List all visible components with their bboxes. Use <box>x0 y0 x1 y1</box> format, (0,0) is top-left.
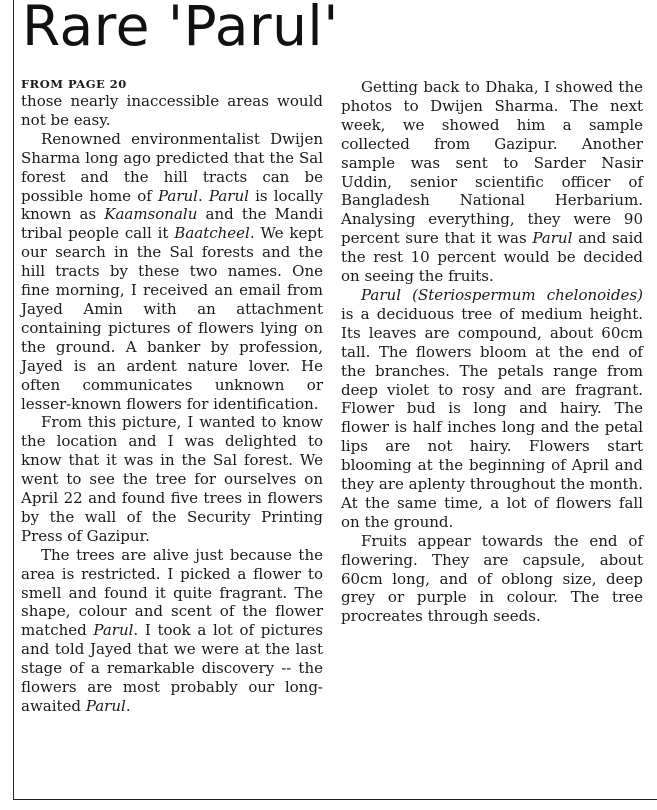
paragraph-description: Parul (Steriospermum chelonoides) is a deciduous tree of medium height. Its leaves are compound, about 60cm tall. The flowers bloom at the end of the branches. The petals range from deep violet to rosy and are fragrant. Flower bud is long and hairy. The flower is half inches long and the petal lips are not hairy. Flowers start blooming at the beginning of April and they are aplenty throughout the month. At the same time, a lot of flowers fall on the ground. <box>341 285 643 531</box>
article-column-left <box>21 78 323 716</box>
paragraph-location: From this picture, I wanted to know the location and I was delighted to know that it was in the Sal forest. We went to see the tree for ourselves on April 22 and found five trees in flowers by the wall of the Security Printing Press of Gazipur. <box>21 413 323 545</box>
paragraph-trees-alive: The trees are alive just because the area is restricted. I picked a flower to smell and found it quite fragrant. The shape, colour and scent of the flower matched Parul. I took a lot of pictures and told Jayed that we were at the last stage of a remarkable discovery -- the flowers are most probably our long-awaited Parul. <box>21 545 323 715</box>
jump-line: FROM PAGE 20 <box>21 77 127 91</box>
paragraph-dhaka: Getting back to Dhaka, I showed the photos to Dwijen Sharma. The next week, we showed him a sample collected from Gazipur. Another sample was sent to Sarder Nasir Uddin, senior scientific officer of Bangladesh National Herbarium. Analysing everything, they were 90 percent sure that it was Parul and said the rest 10 percent would be decided on seeing the fruits. <box>341 78 643 286</box>
paragraph-continuation: those nearly inaccessible areas would not be easy. <box>21 92 323 129</box>
article-column-right <box>341 78 643 626</box>
paragraph-environmentalist: Renowned environmentalist Dwijen Sharma long ago predicted that the Sal forest and the hill tracts can be possible home of Parul. Parul is locally known as Kaamsonalu and the Mandi tribal people call it Baatcheel. We kept our search in the Sal forests and the hill tracts by these two names. One fine morning, I received an email from Jayed Amin with an attachment containing pictures of flowers lying on the ground. A banker by profession, Jayed is an ardent nature lover. He often communicates unknown or lesser-known flowers for identification. <box>21 129 324 413</box>
left-column-rule <box>13 0 14 800</box>
paragraph-fruits: Fruits appear towards the end of flowering. They are capsule, about 60cm long, and of oblong size, deep grey or purple in colour. The tree procreates through seeds. <box>341 531 643 626</box>
headline: Rare 'Parul' <box>22 0 339 58</box>
bottom-rule <box>13 799 657 800</box>
